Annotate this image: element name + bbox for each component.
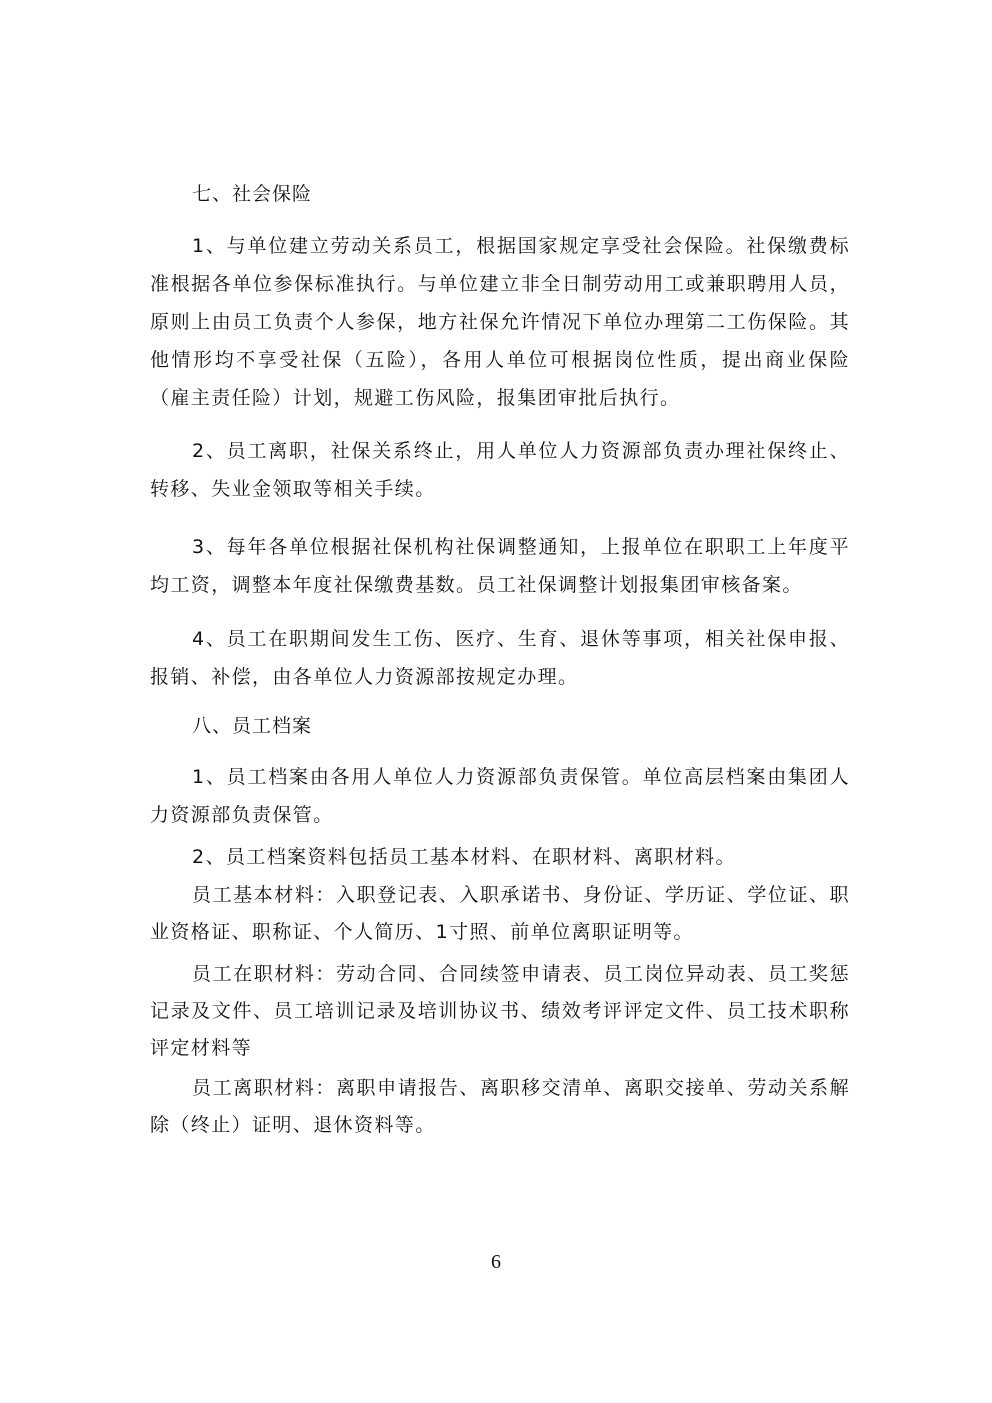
section-8-resignation-materials: 员工离职材料：离职申请报告、离职移交清单、离职交接单、劳动关系解除（终止）证明、退休资料等。 [150, 1077, 850, 1136]
section-8-paragraph-1: 1、员工档案由各用人单位人力资源部负责保管。单位高层档案由集团人力资源部负责保管。 [150, 766, 850, 826]
section-7-paragraph-3: 3、每年各单位根据社保机构社保调整通知，上报单位在职职工上年度平均工资，调整本年度社保缴费基数。员工社保调整计划报集团审核备案。 [150, 536, 850, 596]
section-7-paragraph-4: 4、员工在职期间发生工伤、医疗、生育、退休等事项，相关社保申报、报销、补偿，由各单位人力资源部按规定办理。 [150, 628, 850, 688]
section-7-paragraph-2: 2、员工离职，社保关系终止，用人单位人力资源部负责办理社保终止、转移、失业金领取等相关手续。 [150, 440, 850, 500]
section-8-employment-materials: 员工在职材料：劳动合同、合同续签申请表、员工岗位异动表、员工奖惩记录及文件、员工培训记录及培训协议书、绩效考评评定文件、员工技术职称评定材料等 [150, 963, 850, 1059]
page-number: 6 [491, 1251, 501, 1273]
section-8-paragraph-2: 2、员工档案资料包括员工基本材料、在职材料、离职材料。 [192, 846, 736, 868]
section-7-heading: 七、社会保险 [192, 183, 313, 205]
section-8-basic-materials: 员工基本材料：入职登记表、入职承诺书、身份证、学历证、学位证、职业资格证、职称证、个人简历、1寸照、前单位离职证明等。 [150, 884, 850, 943]
section-7-paragraph-1: 1、与单位建立劳动关系员工，根据国家规定享受社会保险。社保缴费标准根据各单位参保标准执行。与单位建立非全日制劳动用工或兼职聘用人员，原则上由员工负责个人参保，地方社保允许情况下单位办理第二工伤保险。其他情形均不享受社保（五险），各用人单位可根据岗位性质，提出商业保险（雇主责任险）计划，规避工伤风险，报集团审批后执行。 [150, 235, 850, 409]
section-8-heading: 八、员工档案 [192, 715, 313, 737]
